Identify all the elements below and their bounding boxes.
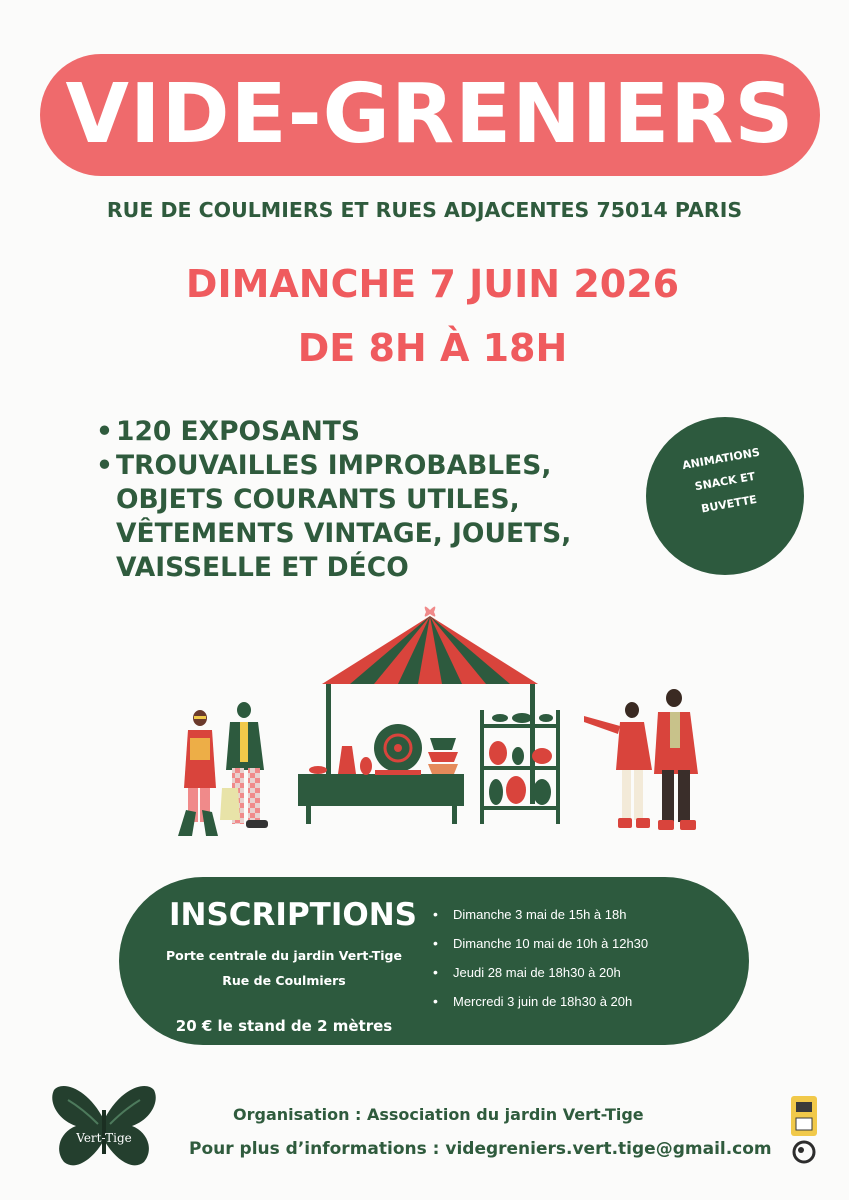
event-address: RUE DE COULMIERS ET RUES ADJACENTES 75014 PARIS (106, 198, 743, 222)
feature-text: 120 EXPOSANTS (116, 416, 360, 447)
logo-text: Vert-Tige (76, 1131, 132, 1145)
flea-market-illustration (160, 598, 730, 843)
badge-line: ANIMATIONS (681, 445, 761, 473)
bullet-dot: • (433, 906, 438, 922)
couple-icon (584, 689, 698, 830)
inscriptions-panel (119, 877, 749, 1045)
inscription-date (431, 936, 741, 965)
feature-text: TROUVAILLES IMPROBABLES, (116, 450, 552, 481)
feature-list (96, 415, 616, 585)
feature-text: OBJETS COURANTS UTILES, (116, 484, 520, 515)
event-hours: DE 8H À 18H (297, 326, 568, 370)
bullet-dot: • (96, 416, 113, 447)
inscriptions-street: Rue de Coulmiers (222, 973, 346, 988)
badge-line: BUVETTE (700, 492, 758, 516)
feature-item-continued (96, 551, 616, 585)
inscription-date-text: Dimanche 10 mai de 10h à 12h30 (453, 936, 649, 951)
inscription-dates-list (431, 907, 741, 1023)
feature-item-continued (96, 517, 616, 551)
feature-item-continued (96, 483, 616, 517)
animations-badge (646, 417, 804, 575)
bullet-dot: • (433, 993, 438, 1009)
event-date: DIMANCHE 7 JUIN 2026 (185, 262, 680, 306)
inscriptions-title: INSCRIPTIONS (169, 897, 417, 933)
stand-price: 20 € le stand de 2 mètres (175, 1017, 393, 1035)
badge-line: SNACK ET (693, 469, 757, 494)
walking-women-icon (178, 702, 268, 836)
organisation-line: Organisation : Association du jardin Vert-Tige (233, 1105, 644, 1124)
title-banner (40, 54, 820, 176)
inscription-date (431, 965, 741, 994)
bullet-dot: • (96, 450, 113, 481)
poster-title: VIDE-GRENIERS (65, 67, 795, 162)
partner-emblem-icon (787, 1094, 821, 1170)
bullet-dot: • (433, 964, 438, 980)
bullet-dot: • (433, 935, 438, 951)
inscription-date-text: Dimanche 3 mai de 15h à 18h (453, 907, 627, 922)
animations-badge-text (641, 434, 809, 529)
inscription-date-text: Jeudi 28 mai de 18h30 à 20h (453, 965, 621, 980)
pottery-shelf-icon (480, 710, 560, 824)
feature-item (96, 449, 616, 483)
info-contact-line[interactable]: Pour plus d’informations : videgreniers.vert.tige@gmail.com (189, 1139, 772, 1159)
vert-tige-logo (48, 1080, 160, 1172)
inscription-date (431, 907, 741, 936)
feature-text: VAISSELLE ET DÉCO (116, 552, 409, 583)
inscriptions-location: Porte centrale du jardin Vert-Tige (166, 948, 402, 963)
inscription-date-text: Mercredi 3 juin de 18h30 à 20h (453, 994, 633, 1009)
inscription-date (431, 994, 741, 1023)
feature-item (96, 415, 616, 449)
feature-text: VÊTEMENTS VINTAGE, JOUETS, (116, 518, 572, 549)
